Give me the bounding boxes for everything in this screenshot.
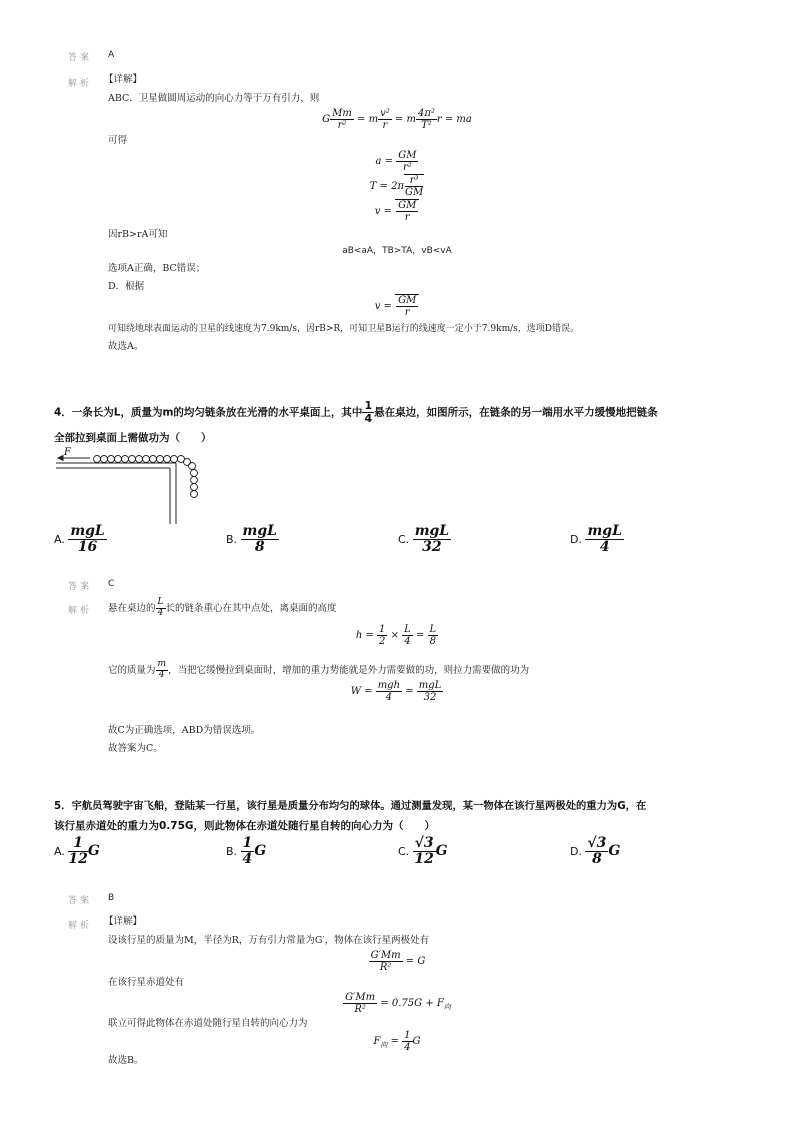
table-surface: [56, 463, 176, 524]
option-b[interactable]: B. $\frac{1}{4}$ G: [226, 835, 267, 868]
solution-line: ABC．卫星做圆周运动的向心力等于万有引力，则: [108, 93, 320, 104]
answer-value: A: [108, 50, 115, 60]
option-c[interactable]: C. $\frac{√3}{12}$ G: [398, 835, 448, 868]
solution-line: 联立可得此物体在赤道处随行星自转的向心力为: [108, 1018, 308, 1029]
equation-gravity-centripetal: G $\frac{Mm}{\text{r²}}$ = m $\frac{\text{v²}}{r}$ = m $\frac{\text{4π²}}{\text{T²}}$ r = ma: [322, 108, 472, 131]
force-arrow: [58, 456, 90, 461]
force-label: F: [64, 447, 71, 458]
solution-line: 选项A正确，BC错误；: [108, 263, 206, 274]
equation-velocity: v = $\frac{GM}{r}$: [0, 294, 794, 318]
chain-links: [94, 456, 198, 498]
solution-line: 在该行星赤道处有: [108, 977, 185, 988]
option-d[interactable]: D. $\frac{√3}{8}$ G: [570, 835, 621, 868]
question-stem: 5．宇航员驾驶宇宙飞船，登陆某一行星，该行星是质量分布均匀的球体。通过测量发现，某一物体在该行星两极处的重力为G，在: [54, 800, 647, 812]
analysis-label: 解析: [68, 921, 93, 931]
solution-line: 故答案为C。: [108, 743, 163, 754]
option-b[interactable]: B. $\frac{\text{mgL}}{8}$: [226, 523, 277, 556]
solution-line: 它的质量为 $\frac{m}{4}$ ，当把它缓慢拉到桌面时，增加的重力势能就是外力需要做的功，则拉力需要做的功为: [108, 659, 530, 680]
option-c[interactable]: C. $\frac{\text{mgL}}{32}$: [398, 523, 450, 556]
comparison-result: aB<aA，TB>TA，vB<vA: [342, 246, 452, 256]
detail-tag: 【详解】: [104, 74, 143, 85]
question-stem-cont: 全部拉到桌面上需做功为（ ）: [54, 432, 212, 444]
answer-value: C: [108, 579, 115, 589]
solution-line: 可知绕地球表面运动的卫星的线速度为7.9km/s，因rB>R，可知卫星B运行的线速度一定小于7.9km/s，选项D错误。: [108, 324, 579, 334]
question-stem-cont: 该行星赤道处的重力为0.75G，则此物体在赤道处随行星自转的向心力为（ ）: [54, 820, 436, 832]
solution-line: 因rB>rA可知: [108, 229, 168, 240]
answer-label: 答案: [68, 896, 93, 906]
solution-line: 悬在桌边的 $\frac{L}{4}$ 长的链条重心在其中点处，离桌面的高度: [108, 597, 337, 618]
equation-acceleration: a = $\frac{GM}{\text{r²}}$: [375, 150, 417, 173]
detail-tag: 【详解】: [104, 916, 143, 927]
equation-period: T = 2π $\frac{\text{r³}}{GM}$: [369, 175, 424, 198]
solution-line: 可得: [108, 135, 128, 146]
answer-label: 答案: [68, 582, 93, 592]
option-a[interactable]: A. $\frac{\text{mgL}}{16}$: [54, 523, 105, 556]
solution-line: 故选B。: [108, 1055, 144, 1066]
equation-work: W = $\frac{\text{mgh}}{4}$ = $\frac{\text{mgL}}{32}$: [350, 680, 442, 703]
option-d[interactable]: D. $\frac{\text{mgL}}{4}$: [570, 523, 622, 556]
answer-label: 答案: [68, 53, 93, 63]
solution-line: 故C为正确选项，ABD为错误选项。: [108, 725, 261, 736]
option-a[interactable]: A. $\frac{1}{12}$ G: [54, 835, 100, 868]
solution-line: D．根据: [108, 281, 145, 292]
analysis-label: 解析: [68, 606, 93, 616]
analysis-label: 解析: [68, 79, 93, 89]
answer-value: B: [108, 893, 115, 903]
chain-table-figure: [54, 444, 214, 528]
question-stem: 4．一条长为L，质量为m的均匀链条放在光滑的水平桌面上，其中 $\frac{1}{4}$ 悬在桌边，如图所示，在链条的另一端用水平力缓慢地把链条: [54, 399, 658, 426]
solution-line: 故选A。: [108, 341, 144, 352]
equation-height: h = $\frac{1}{2}$ × $\frac{L}{4}$ = $\frac{L}{8}$: [355, 624, 437, 647]
solution-line: 设该行星的质量为M，半径为R，万有引力常量为G′，物体在该行星两极处有: [108, 935, 430, 946]
equation-velocity: v = $\frac{GM}{r}$: [0, 199, 794, 223]
equation-equator: $\frac{G'Mm}{\text{R²}}$ = $0.75G + F_向$: [345, 992, 451, 1015]
equation-pole: $\frac{G'Mm}{\text{R²}}$ = G: [370, 950, 426, 973]
equation-centripetal-force: $F_向$ = $\frac{1}{4}$ G: [373, 1030, 421, 1053]
